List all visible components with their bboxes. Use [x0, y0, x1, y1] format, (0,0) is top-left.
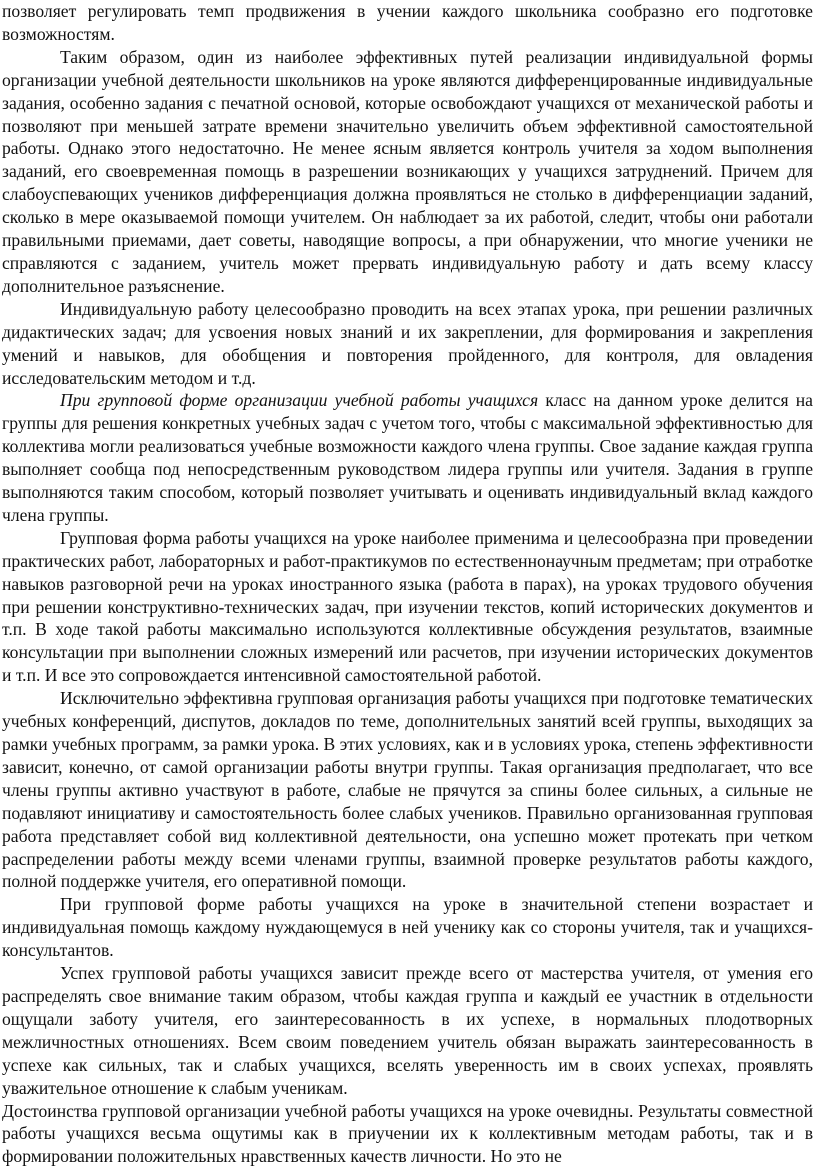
paragraph-individual-tasks: Таким образом, один из наиболее эффективных путей реализации индивидуальной формы организации учебной деятельности школьников на уроке являются дифференцированные индивидуальные задания, особенно задания с печатной основой, которые освобождают учащихся от механической работы и позволяют при меньшей затрате времени значительно увеличить объем эффективной самостоятельной работы. Однако этого недостаточно. Не менее ясным является контроль учителя за ходом выполнения заданий, его своевременная помощь в разрешении возникающих у учащихся затруднений. Причем для слабоуспевающих учеников дифференциация должна проявляться не столько в дифференциации заданий, сколько в мере оказываемой помощи учителем. Он наблюдает за их работой, следит, чтобы они работали правильными приемами, дает советы, наводящие вопросы, а при обнаружении, что многие ученики не справляются с заданием, учитель может прервать индивидуальную работу и дать всему классу дополнительное разъяснение.: [2, 46, 813, 296]
paragraph-group-form: [2, 389, 813, 526]
paragraph-individual-work-stages: Индивидуальную работу целесообразно проводить на всех этапах урока, при решении различных дидактических задач; для усвоения новых знаний и их закреплении, для формирования и закрепления умений и навыков, для обобщения и повторения пройденного, для контроля, для овладения исследовательским методом и т.д.: [2, 298, 813, 388]
paragraph-group-form-text: класс на данном уроке делится на группы для решения конкретных учебных задач с учетом того, чтобы с максимальной эффективностью для коллектива могли реализоваться учебные возможности каждого члена группы. Свое задание каждая группа выполняет сообща под непосредственным руководством лидера группы или учителя. Задания в группе выполняются таким способом, который позволяет учитывать и оценивать индивидуальный вклад каждого члена группы.: [2, 390, 813, 525]
paragraph-group-advantages: Достоинства групповой организации учебной работы учащихся на уроке очевидны. Результаты совместной работы учащихся весьма ощутимы как в приучении их к коллективным методам работы, так и в формировании положительных нравственных качеств личности. Но это не: [2, 1100, 813, 1167]
paragraph-continuation: позволяет регулировать темп продвижения в учении каждого школьника сообразно его подготовке возможностям.: [2, 1, 813, 44]
paragraph-individual-help: При групповой форме работы учащихся на уроке в значительной степени возрастает и индивидуальная помощь каждому нуждающемуся в ней ученику как со стороны учителя, так и учащихся-консультантов.: [2, 894, 813, 961]
paragraph-teacher-mastery: Успех групповой работы учащихся зависит прежде всего от мастерства учителя, от умения его распределять свое внимание таким образом, чтобы каждая группа и каждый ее участник в отдельности ощущали заботу учителя, его заинтересованность в их успехе, в нормальных плодотворных межличностных отношениях. Всем своим поведением учитель обязан выражать заинтересованность в успехе как сильных, так и слабых учащихся, вселять уверенность им в своих успехах, проявлять уважительное отношение к слабым ученикам.: [2, 963, 813, 1098]
italic-lead-phrase: При групповой форме организации учебной работы учащихся: [60, 390, 539, 411]
paragraph-group-effectiveness: Исключительно эффективна групповая организация работы учащихся при подготовке тематических учебных конференций, диспутов, докладов по теме, дополнительных занятий всей группы, выходящих за рамки учебных программ, за рамки урока. В этих условиях, как и в условиях урока, степень эффективности зависит, конечно, от самой организации работы внутри группы. Такая организация предполагает, что все члены группы активно участвуют в работе, слабые не прячутся за спины более сильных, а сильные не подавляют инициативу и самостоятельность более слабых учеников. Правильно организованная групповая работа представляет собой вид коллективной деятельности, она успешно может протекать при четком распределении работы между всеми членами группы, взаимной проверке результатов работы каждого, полной поддержке учителя, его оперативной помощи.: [2, 688, 813, 892]
paragraph-group-applicability: Групповая форма работы учащихся на уроке наиболее применима и целесообразна при проведении практических работ, лабораторных и работ-практикумов по естественнонаучным предметам; при отработке навыков разговорной речи на уроках иностранного языка (работа в парах), на уроках трудового обучения при решении конструктивно-технических задач, при изучении текстов, копий исторических документов и т.п. В ходе такой работы максимально используются коллективные обсуждения результатов, взаимные консультации при выполнении сложных измерений или расчетов, при изучении исторических документов и т.п. И все это сопровождается интенсивной самостоятельной работой.: [2, 527, 813, 686]
